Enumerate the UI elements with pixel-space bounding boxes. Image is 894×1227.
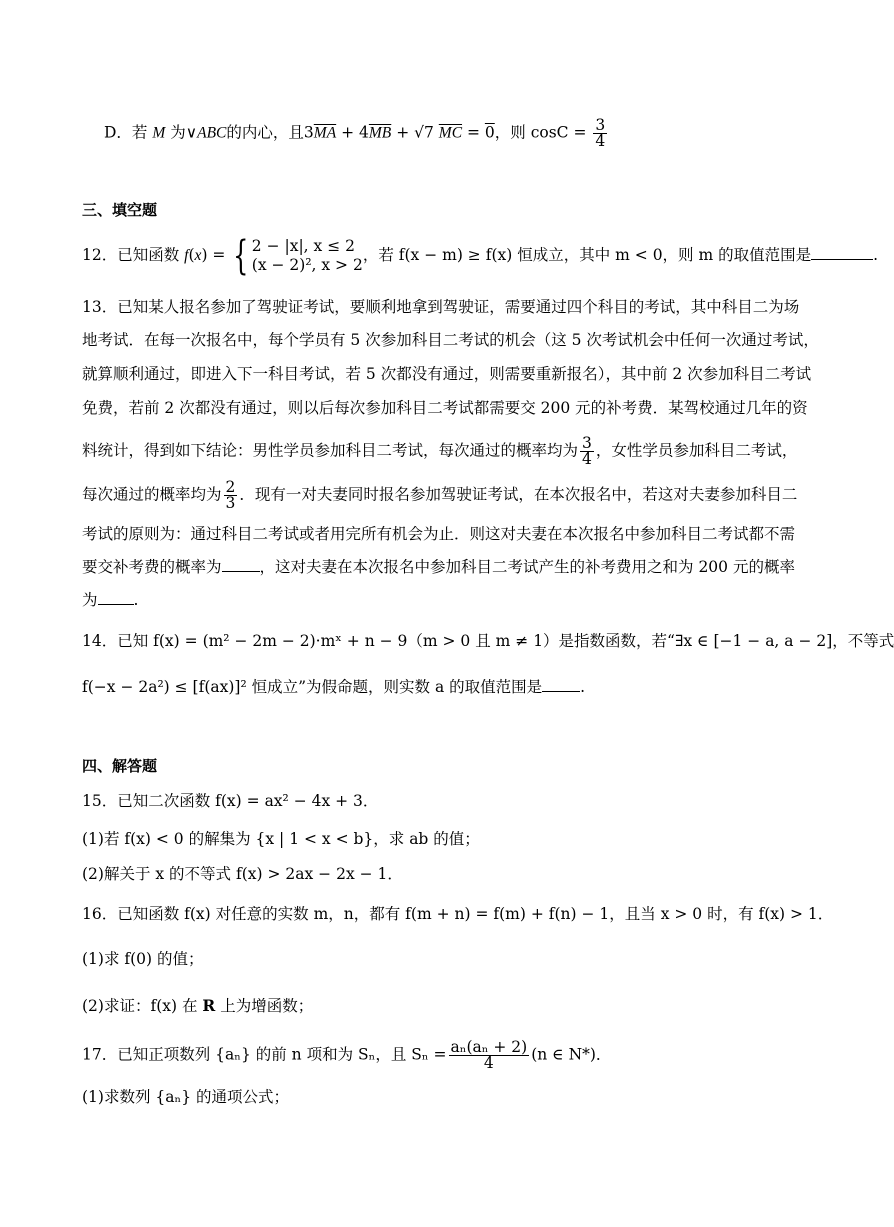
q13-line-5 xyxy=(82,436,797,467)
female-probability-fraction: $\frac{2}{3}$ xyxy=(225,478,236,512)
q14-line-2b: . xyxy=(580,678,586,696)
q17-stem-b: (n ∈ N*)． xyxy=(531,1045,612,1064)
section-title-fill-blank: 三、填空题 xyxy=(82,201,158,219)
q16-part-1: (1)求 f(0) 的值； xyxy=(82,950,204,968)
answer-blank[interactable] xyxy=(98,590,134,605)
q14-line-2 xyxy=(82,677,585,697)
q13-line-1: 13．已知某人报名参加了驾驶证考试，要顺利地拿到驾驶证，需要通过四个科目的考试，其中科目二为场 xyxy=(82,298,800,316)
math-abc: ABC xyxy=(197,124,227,142)
option-d-text1: 为 xyxy=(170,123,186,142)
q13-line-7: 考试的原则为：通过科目二考试或者用完所有机会为止．则这对夫妻在本次报名中参加科目二考试都不需 xyxy=(82,525,796,543)
q13-line-4: 免费，若前 2 次都没有通过，则以后每次参加科目二考试都需要交 200 元的补考费．某驾校通过几年的资 xyxy=(82,399,808,417)
q12-prefix: 12．已知函数 xyxy=(82,246,180,264)
q13-line-3: 就算顺利通过，即进入下一科目考试，若 5 次都没有通过，则需要重新报名），其中前 2 次参加科目二考试 xyxy=(82,365,812,383)
q16-part-2 xyxy=(82,996,313,1016)
section-title-solutions: 四、解答题 xyxy=(82,757,158,775)
math-m: M xyxy=(152,124,166,142)
q15-stem: 15．已知二次函数 f(x) = ax² − 4x + 3． xyxy=(82,792,379,810)
option-d-fraction: $\frac{3}{4}$ xyxy=(595,116,606,150)
q16-part-2a: (2)求证：f(x) 在 xyxy=(82,997,198,1015)
option-d-text3: ，则 xyxy=(494,123,526,142)
q14-line-1: 14．已知 f(x) = (m² − 2m − 2)·mˣ + n − 9（m > 0 且 m ≠ 1）是指数函数，若“∃x ∈ [−1 − a, a − 2]，不等式 xyxy=(82,632,894,650)
q13-line-8b: ，这对夫妻在本次报名中参加科目二考试产生的补考费用之和为 200 元的概率 xyxy=(259,558,795,576)
left-brace: { xyxy=(233,233,249,279)
q13-line-5b: ，女性学员参加科目二考试， xyxy=(595,441,798,460)
q13-line-5a: 料统计，得到如下结论：男性学员参加科目二考试，每次通过的概率均为 xyxy=(82,441,579,460)
q16-stem: 16．已知函数 f(x) 对任意的实数 m，n，都有 f(m + n) = f(m) + f(n) − 1，且当 x > 0 时，有 f(x) > 1． xyxy=(82,905,834,923)
option-d-text2: 的内心，且 xyxy=(226,123,304,142)
answer-blank[interactable] xyxy=(542,677,580,692)
q11-option-d: D．若 M 为∨ABC的内心，且$3\overline{MA} + 4\overline{MB} + √7$ $\overline{MC} = 0$，则 cosC = $\frac{3}{4}$ xyxy=(104,116,606,150)
q13-line-9b: . xyxy=(133,591,139,609)
male-probability-fraction: $\frac{3}{4}$ xyxy=(582,434,592,468)
answer-blank[interactable] xyxy=(811,245,873,260)
q13-line-8 xyxy=(82,557,795,577)
q14-line-2a: f(−x − 2a²) ≤ [f(ax)]² 恒成立”为假命题，则实数 a 的取值范围是 xyxy=(82,678,543,696)
q15-part-1: (1)若 f(x) < 0 的解集为 {x | 1 < x < b}，求 ab 的值； xyxy=(82,830,480,848)
q17-stem xyxy=(82,1040,611,1071)
q13-line-9 xyxy=(82,590,138,610)
answer-blank[interactable] xyxy=(222,557,260,572)
q13-line-6b: ．现有一对夫妻同时报名参加驾驶证考试，在本次报名中，若这对夫妻参加科目二 xyxy=(239,485,798,504)
q12-text: ，若 f(x − m) ≥ f(x) 恒成立，其中 m < 0，则 m 的取值范围是 xyxy=(362,246,812,264)
q17-stem-a: 17．已知正项数列 {aₙ} 的前 n 项和为 Sₙ，且 Sₙ = xyxy=(82,1045,447,1064)
option-d-cos: cosC = xyxy=(530,123,587,142)
q13-line-6 xyxy=(82,480,797,511)
q12-end: . xyxy=(873,246,879,264)
option-d-label: D．若 xyxy=(104,123,148,142)
q16-part-2b: 上为增函数； xyxy=(220,997,314,1015)
q13-line-9a: 为 xyxy=(82,591,98,609)
sn-fraction: $\frac{\text{aₙ(aₙ + 2)}}{4}$ xyxy=(450,1038,528,1072)
piecewise-cases: 2 − |x|, x ≤ 2 (x − 2)², x > 2 xyxy=(251,237,363,274)
q15-part-2: (2)解关于 x 的不等式 f(x) > 2ax − 2x − 1． xyxy=(82,865,403,883)
q13-line-8a: 要交补考费的概率为 xyxy=(82,558,222,576)
q17-part-1: (1)求数列 {aₙ} 的通项公式； xyxy=(82,1088,289,1106)
q13-line-6a: 每次通过的概率均为 xyxy=(82,485,222,504)
real-numbers-symbol: R xyxy=(202,996,216,1015)
question-12: 12．已知函数 f(x) = { 2 − |x|, x ≤ 2 (x − 2)², x > 2 ，若 f(x − m) ≥ f(x) 恒成立，其中 m < 0，则 m 的取值范围是 . xyxy=(82,233,879,279)
q13-line-2: 地考试．在每一次报名中，每个学员有 5 次参加科目二考试的机会（这 5 次考试机会中任何一次通过考试， xyxy=(82,331,819,349)
